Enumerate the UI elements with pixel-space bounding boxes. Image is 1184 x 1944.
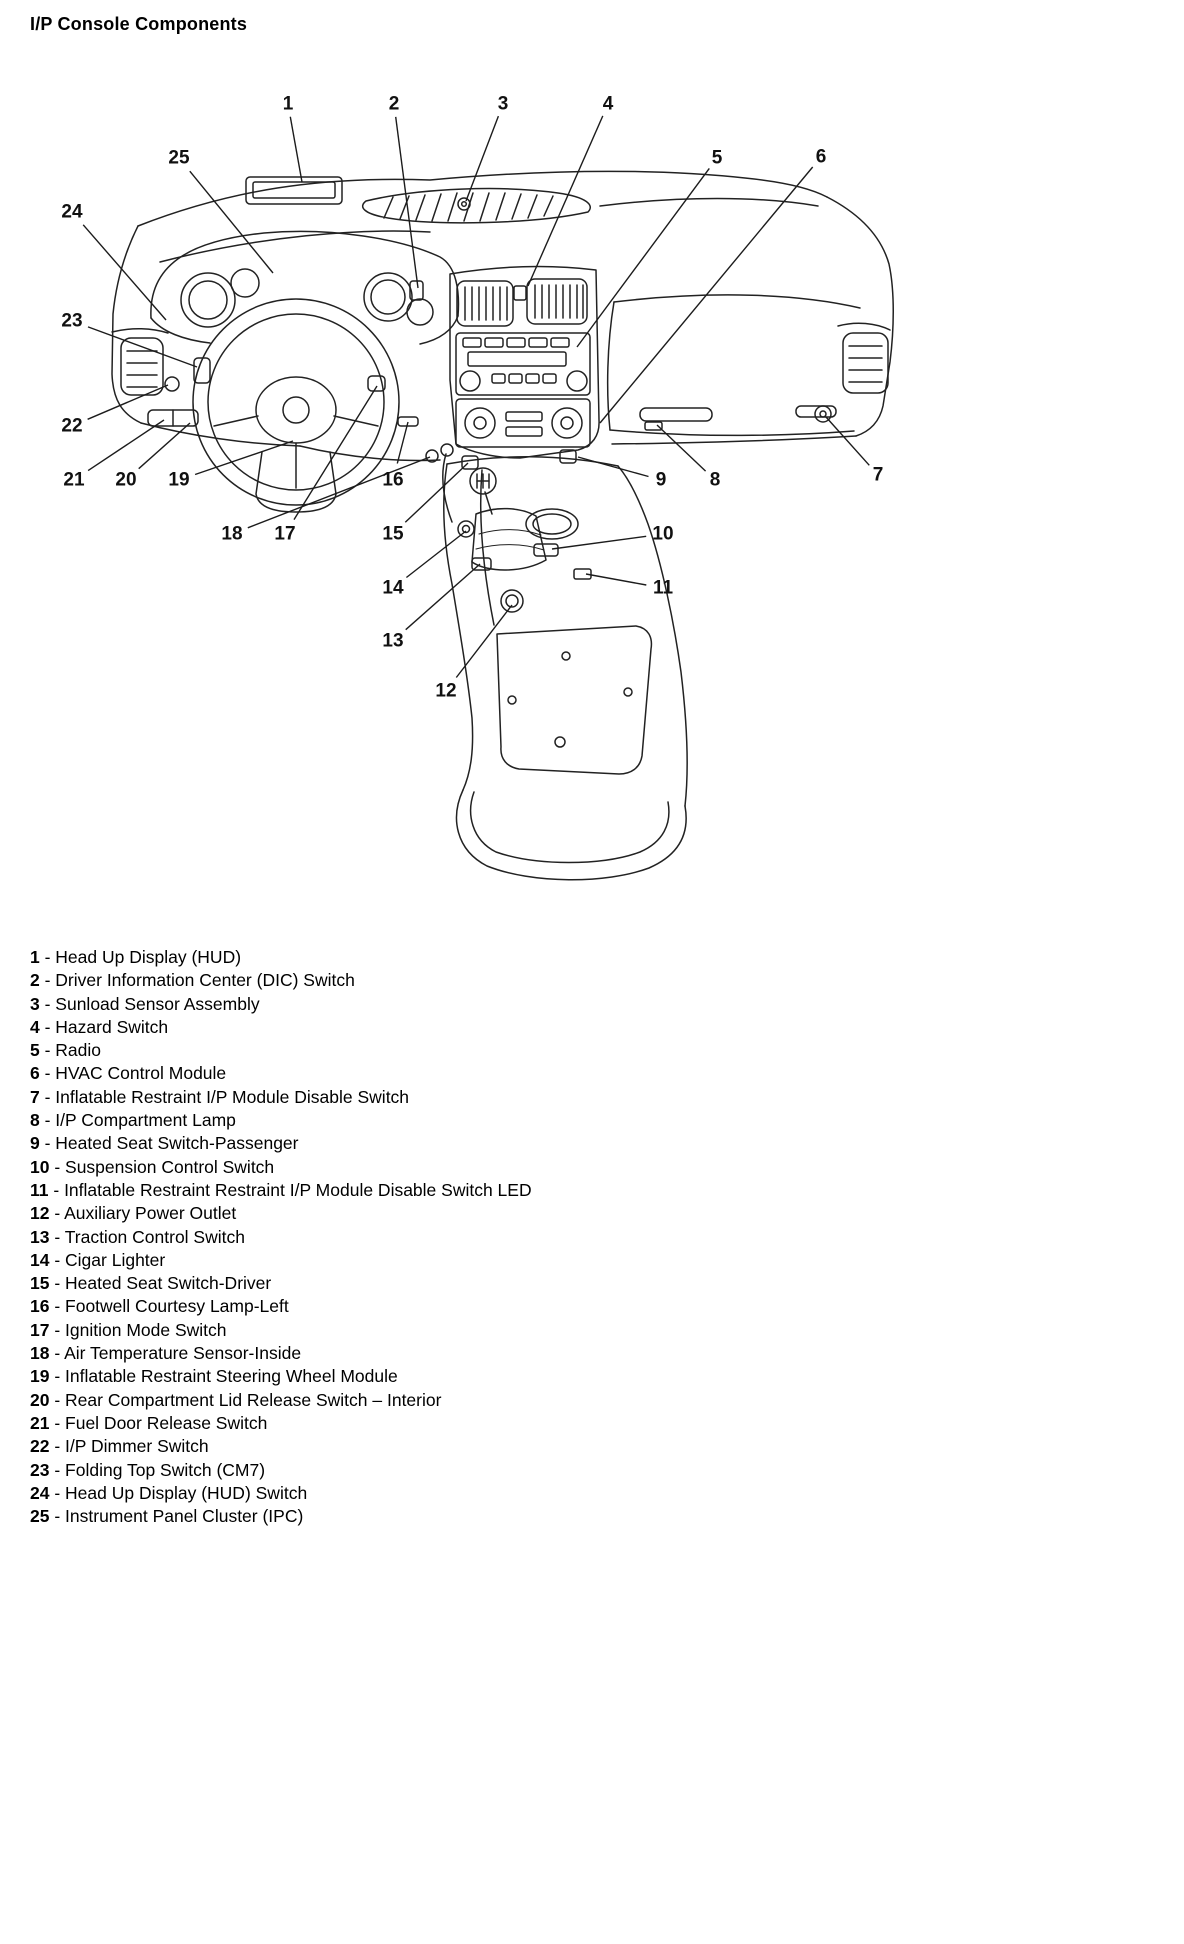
legend-item-25: [30, 1505, 532, 1528]
callout-number-17: 17: [274, 523, 296, 545]
legend-item-label: Hazard Switch: [55, 1016, 169, 1037]
legend-separator: -: [39, 1133, 56, 1154]
legend-separator: -: [49, 1156, 66, 1177]
legend-item-number: 4: [30, 1016, 40, 1037]
legend-separator: -: [49, 1412, 66, 1433]
callout-number-21: 21: [63, 469, 85, 491]
callout-number-7: 7: [872, 464, 884, 486]
leader-line-2: [396, 117, 418, 288]
legend-item-10: [30, 1156, 532, 1179]
legend-item-label: Driver Information Center (DIC) Switch: [55, 970, 355, 991]
sunload-sensor: [458, 198, 470, 210]
legend-separator: -: [39, 1086, 56, 1107]
leader-line-23: [88, 327, 197, 367]
leader-line-24: [83, 225, 166, 320]
legend-separator: -: [39, 1040, 56, 1061]
legend-item-13: [30, 1226, 532, 1249]
legend-separator: -: [39, 1016, 56, 1037]
legend-item-label: Folding Top Switch (CM7): [65, 1459, 266, 1480]
legend-separator: -: [48, 1179, 65, 1200]
leader-line-9: [578, 457, 649, 477]
legend-item-2: [30, 969, 532, 992]
leader-line-8: [657, 425, 706, 471]
legend-item-number: 7: [30, 1086, 40, 1107]
page-title: I/P Console Components: [30, 14, 248, 34]
callout-number-19: 19: [168, 469, 190, 491]
legend-separator: -: [49, 1482, 66, 1503]
legend-separator: -: [39, 1110, 56, 1131]
legend-item-label: I/P Dimmer Switch: [65, 1436, 209, 1457]
legend-item-number: 8: [30, 1110, 40, 1131]
legend-item-number: 16: [30, 1296, 50, 1317]
legend-item-label: Rear Compartment Lid Release Switch – Interior: [65, 1389, 442, 1410]
legend-separator: -: [39, 1063, 56, 1084]
callout-number-22: 22: [61, 415, 83, 437]
legend-item-number: 25: [30, 1506, 50, 1527]
legend-separator: -: [49, 1436, 66, 1457]
legend-item-22: [30, 1435, 532, 1458]
center-console: [441, 444, 687, 880]
legend-item-21: [30, 1412, 532, 1435]
center-stack: [450, 267, 599, 458]
legend-list: [30, 946, 532, 1528]
legend-item-number: 9: [30, 1133, 40, 1154]
legend-item-number: 11: [30, 1179, 49, 1200]
legend-separator: -: [49, 1319, 66, 1340]
callout-number-9: 9: [655, 469, 667, 491]
legend-separator: -: [49, 1343, 65, 1364]
legend-item-6: [30, 1062, 532, 1085]
legend-item-11: [30, 1179, 532, 1202]
callout-number-24: 24: [61, 201, 83, 223]
leader-lines: [83, 116, 869, 678]
callout-number-14: 14: [382, 577, 404, 599]
legend-item-label: Auxiliary Power Outlet: [64, 1203, 237, 1224]
legend-item-label: Footwell Courtesy Lamp-Left: [65, 1296, 289, 1317]
legend-item-number: 1: [30, 947, 40, 967]
legend-item-16: [30, 1295, 532, 1318]
leader-line-7: [826, 417, 869, 465]
legend-item-number: 24: [30, 1482, 50, 1503]
legend-item-4: [30, 1016, 532, 1039]
legend-item-label: Sunload Sensor Assembly: [55, 993, 260, 1014]
legend-item-number: 14: [30, 1249, 50, 1270]
legend-item-label: Cigar Lighter: [65, 1249, 166, 1270]
right-door-vent: [838, 323, 890, 393]
legend-item-20: [30, 1389, 532, 1412]
legend-separator: -: [49, 1389, 66, 1410]
leader-line-21: [88, 420, 164, 471]
legend-item-number: 13: [30, 1226, 50, 1247]
legend-item-19: [30, 1365, 532, 1388]
callout-number-13: 13: [382, 630, 404, 652]
callout-number-4: 4: [602, 93, 614, 115]
callout-number-5: 5: [711, 147, 723, 169]
legend-item-23: [30, 1459, 532, 1482]
legend-item-8: [30, 1109, 532, 1132]
leader-line-1: [290, 117, 302, 182]
leader-line-4: [528, 116, 603, 286]
legend-item-number: 6: [30, 1063, 40, 1084]
legend-item-5: [30, 1039, 532, 1062]
legend-item-label: Radio: [55, 1040, 102, 1061]
callout-number-23: 23: [61, 310, 83, 332]
legend-item-label: Head Up Display (HUD) Switch: [65, 1482, 308, 1503]
leader-line-5: [577, 168, 709, 347]
legend-item-number: 17: [30, 1319, 50, 1340]
legend-item-number: 15: [30, 1273, 50, 1294]
leader-line-15: [405, 463, 468, 522]
callout-number-6: 6: [815, 146, 827, 168]
legend-item-number: 20: [30, 1389, 50, 1410]
legend-separator: -: [49, 1203, 65, 1224]
legend-item-number: 21: [30, 1412, 50, 1433]
callout-number-3: 3: [497, 93, 509, 115]
callout-number-12: 12: [435, 680, 457, 702]
leader-line-13: [406, 564, 480, 630]
legend-item-label: Traction Control Switch: [64, 1226, 245, 1247]
defroster-grille: [363, 189, 591, 223]
legend-separator: -: [49, 1226, 65, 1247]
legend-item-label: Head Up Display (HUD): [55, 947, 242, 967]
legend-separator: -: [49, 1506, 66, 1527]
console-components-diagram: [0, 0, 1184, 900]
callout-number-18: 18: [221, 523, 243, 545]
legend-item-number: 23: [30, 1459, 50, 1480]
legend-item-number: 3: [30, 993, 40, 1014]
legend-separator: -: [49, 1296, 66, 1317]
legend-item-label: HVAC Control Module: [55, 1063, 227, 1084]
ip-dimmer-switch: [165, 377, 179, 391]
legend-item-label: Instrument Panel Cluster (IPC): [65, 1506, 304, 1527]
legend-item-number: 19: [30, 1366, 50, 1387]
callout-number-16: 16: [382, 469, 404, 491]
leader-line-12: [456, 605, 512, 678]
legend-item-label: Inflatable Restraint Restraint I/P Module Disable Switch LED: [64, 1179, 532, 1200]
legend-separator: -: [39, 947, 56, 967]
legend-separator: -: [49, 1366, 66, 1387]
legend-item-12: [30, 1202, 532, 1225]
callout-number-20: 20: [115, 469, 137, 491]
leader-line-16: [397, 422, 408, 464]
legend-item-label: Air Temperature Sensor-Inside: [64, 1343, 302, 1364]
legend-item-label: Suspension Control Switch: [65, 1156, 275, 1177]
legend-item-15: [30, 1272, 532, 1295]
legend-item-7: [30, 1086, 532, 1109]
leader-line-11: [586, 574, 646, 585]
legend-separator: -: [39, 993, 56, 1014]
legend-separator: -: [49, 1459, 66, 1480]
legend-item-1: [30, 946, 532, 969]
leader-line-25: [190, 171, 273, 273]
legend-item-number: 5: [30, 1040, 40, 1061]
leader-line-20: [139, 423, 190, 469]
leader-line-18: [248, 457, 430, 528]
leader-line-6: [600, 167, 813, 423]
callout-number-10: 10: [652, 523, 674, 545]
suspension-control-switch: [534, 544, 558, 556]
legend-item-17: [30, 1319, 532, 1342]
callout-number-1: 1: [282, 93, 294, 115]
legend-item-label: Ignition Mode Switch: [65, 1319, 227, 1340]
legend-item-label: Inflatable Restraint Steering Wheel Module: [65, 1366, 398, 1387]
legend-item-24: [30, 1482, 532, 1505]
legend-item-number: 12: [30, 1203, 50, 1224]
legend-item-label: Fuel Door Release Switch: [65, 1412, 268, 1433]
legend-item-label: Heated Seat Switch-Driver: [65, 1273, 272, 1294]
callout-number-8: 8: [709, 469, 721, 491]
legend-separator: -: [49, 1249, 66, 1270]
hazard-switch: [514, 286, 526, 300]
leader-line-14: [406, 531, 466, 578]
cup-holder: [526, 509, 578, 539]
legend-separator: -: [39, 970, 56, 991]
callout-number-2: 2: [388, 93, 400, 115]
legend-item-3: [30, 993, 532, 1016]
radio-unit: [456, 333, 590, 395]
legend-item-number: 22: [30, 1436, 50, 1457]
passenger-dash: [608, 295, 860, 435]
legend-item-label: I/P Compartment Lamp: [55, 1110, 236, 1131]
callout-number-25: 25: [168, 147, 190, 169]
leader-line-10: [552, 536, 646, 549]
callout-number-15: 15: [382, 523, 404, 545]
legend-item-9: [30, 1132, 532, 1155]
legend-item-number: 10: [30, 1156, 50, 1177]
callout-number-11: 11: [652, 577, 674, 599]
ip-compartment-lamp: [645, 422, 662, 430]
legend-item-label: Inflatable Restraint I/P Module Disable Switch: [55, 1086, 410, 1107]
auxiliary-power-outlet: [501, 590, 523, 612]
legend-item-label: Heated Seat Switch-Passenger: [55, 1133, 299, 1154]
legend-item-number: 2: [30, 970, 40, 991]
legend-item-number: 18: [30, 1343, 50, 1364]
legend-separator: -: [49, 1273, 66, 1294]
steering-wheel: [193, 299, 399, 512]
legend-item-18: [30, 1342, 532, 1365]
legend-item-14: [30, 1249, 532, 1272]
